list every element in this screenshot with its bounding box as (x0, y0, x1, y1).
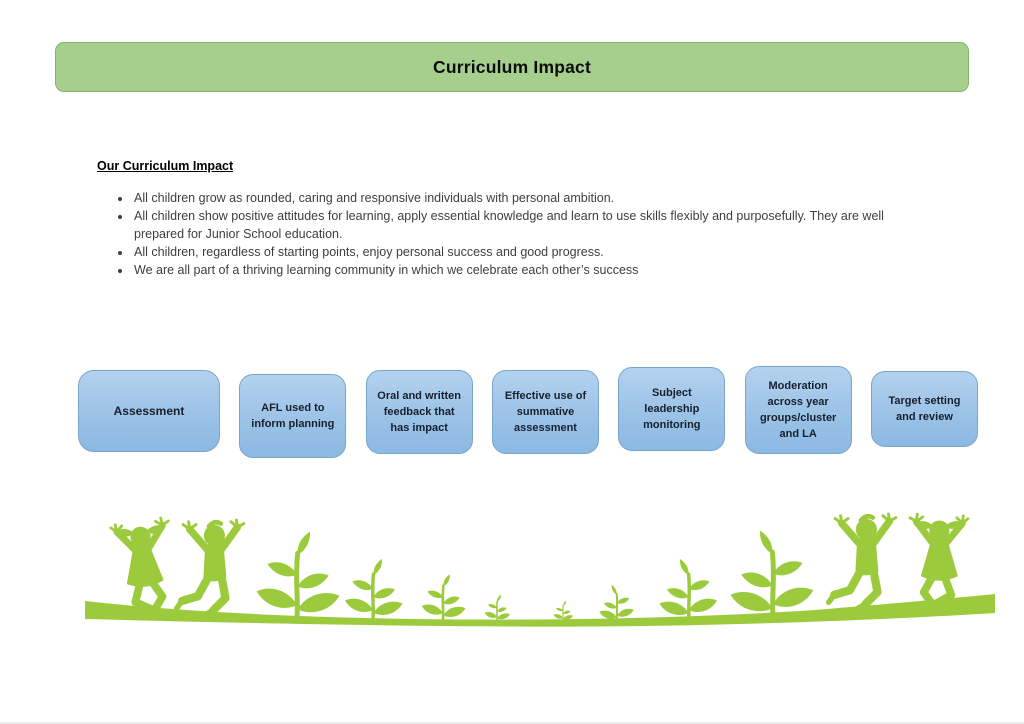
seedling-icon (257, 532, 340, 620)
process-box-subject-leadership: Subject leadership monitoring (618, 367, 725, 451)
jumping-child-icon (110, 517, 178, 619)
process-box-afl-planning: AFL used to inform planning (239, 374, 346, 458)
seedling-icon (345, 559, 403, 620)
seedling-icon (553, 601, 573, 622)
seedling-icon (599, 585, 634, 622)
jumping-child-icon (829, 514, 896, 609)
bullet-item: • All children, regardless of starting points, enjoy personal success and good progress. (132, 243, 920, 261)
bullet-item: • We are all part of a thriving learning community in which we celebrate each other’s success (132, 261, 920, 279)
jumping-child-icon (910, 514, 968, 611)
children-seedlings-illustration (85, 505, 995, 635)
seedling-icon (660, 559, 718, 620)
seedling-icon (485, 595, 510, 622)
bullet-item: • All children grow as rounded, caring and responsive individuals with personal ambition. (132, 189, 920, 207)
section-heading: Our Curriculum Impact (97, 159, 234, 173)
process-box-assessment: Assessment (78, 370, 220, 452)
impact-bullet-list (112, 189, 920, 279)
assessment-process-row (78, 366, 978, 458)
process-box-target-setting: Target setting and review (871, 371, 978, 447)
bullet-item: • All children show positive attitudes for learning, apply essential knowledge and learn to use skills flexibly and purposefully. They are well prepared for Junior School education. (132, 207, 920, 243)
process-box-feedback: Oral and written feedback that has impact (366, 370, 473, 454)
process-box-summative-assessment: Effective use of summative assessment (492, 370, 599, 454)
seedling-icon (731, 531, 814, 619)
seedling-icon (422, 574, 466, 620)
title-banner (55, 42, 969, 92)
process-box-moderation: Moderation across year groups/cluster and LA (745, 366, 852, 454)
page-title: Curriculum Impact (432, 56, 591, 77)
jumping-child-icon (177, 520, 244, 615)
